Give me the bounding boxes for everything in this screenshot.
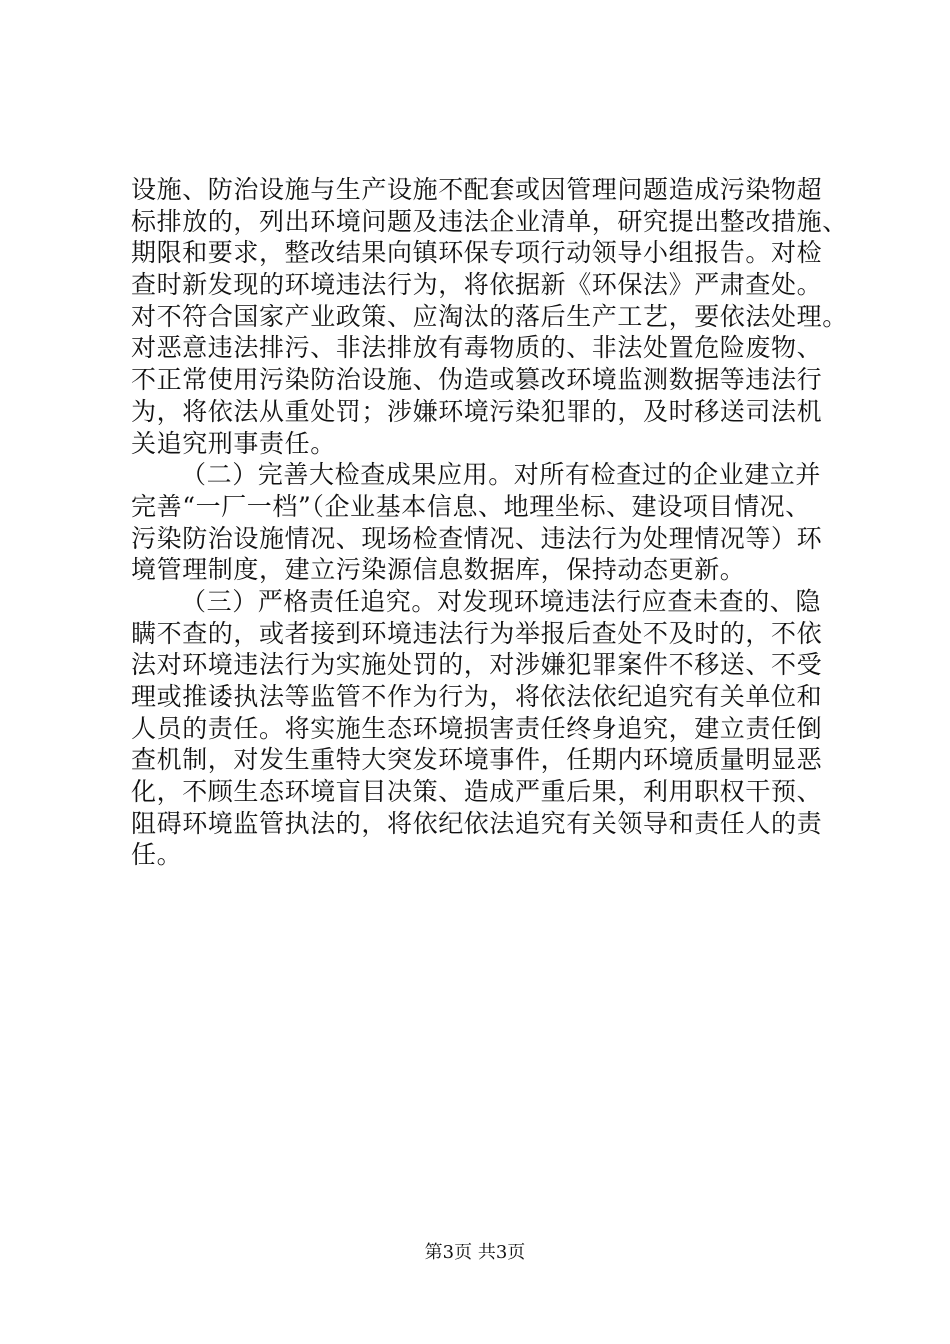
text-line: 人员的责任。将实施生态环境损害责任终身追究，建立责任倒 (131, 713, 823, 743)
text-line: 查时新发现的环境违法行为，将依据新《环保法》严肃查处。 (131, 270, 823, 300)
text-line: 关追究刑事责任。 (131, 428, 336, 458)
text-line: 瞒不查的，或者接到环境违法行为举报后查处不及时的，不依 (131, 618, 823, 648)
document-body (131, 174, 848, 871)
paragraph-heading-line: （三）严格责任追究。对发现环境违法行应查未查的、隐 (181, 586, 822, 616)
text-line: 对恶意违法排污、非法排放有毒物质的、非法处置危险废物、 (131, 333, 823, 363)
text-line: 查机制，对发生重特大突发环境事件，任期内环境质量明显恶 (131, 745, 823, 775)
text-line: 设施、防治设施与生产设施不配套或因管理问题造成污染物超 (131, 175, 823, 204)
text-line: 任。 (131, 840, 183, 870)
page-number-footer: 第3页 共3页 (424, 1242, 526, 1263)
paragraph-heading-line: （二）完善大检查成果应用。对所有检查过的企业建立并 (181, 460, 822, 490)
text-line: 理或推诿执法等监管不作为行为，将依法依纪追究有关单位和 (131, 682, 823, 711)
text-line: 为，将依法从重处罚；涉嫌环境污染犯罪的，及时移送司法机 (131, 396, 823, 426)
text-line: 化，不顾生态环境盲目决策、造成严重后果，利用职权干预、 (131, 777, 823, 807)
text-line: 期限和要求，整改结果向镇环保专项行动领导小组报告。对检 (131, 238, 823, 268)
text-line: 对不符合国家产业政策、应淘汰的落后生产工艺，要依法处理。 (131, 301, 848, 331)
text-line: 法对环境违法行为实施处罚的，对涉嫌犯罪案件不移送、不受 (131, 650, 823, 680)
text-line: 完善“一厂一档”（企业基本信息、地理坐标、建设项目情况、 (131, 491, 811, 521)
text-line: 不正常使用污染防治设施、伪造或篡改环境监测数据等违法行 (131, 365, 823, 395)
text-line: 标排放的，列出环境问题及违法企业清单，研究提出整改措施、 (131, 206, 848, 236)
text-line: 污染防治设施情况、现场检查情况、违法行为处理情况等）环 (131, 523, 823, 553)
text-line: 阻碍环境监管执法的，将依纪依法追究有关领导和责任人的责 (131, 808, 823, 838)
text-line: 境管理制度，建立污染源信息数据库，保持动态更新。 (131, 555, 746, 585)
